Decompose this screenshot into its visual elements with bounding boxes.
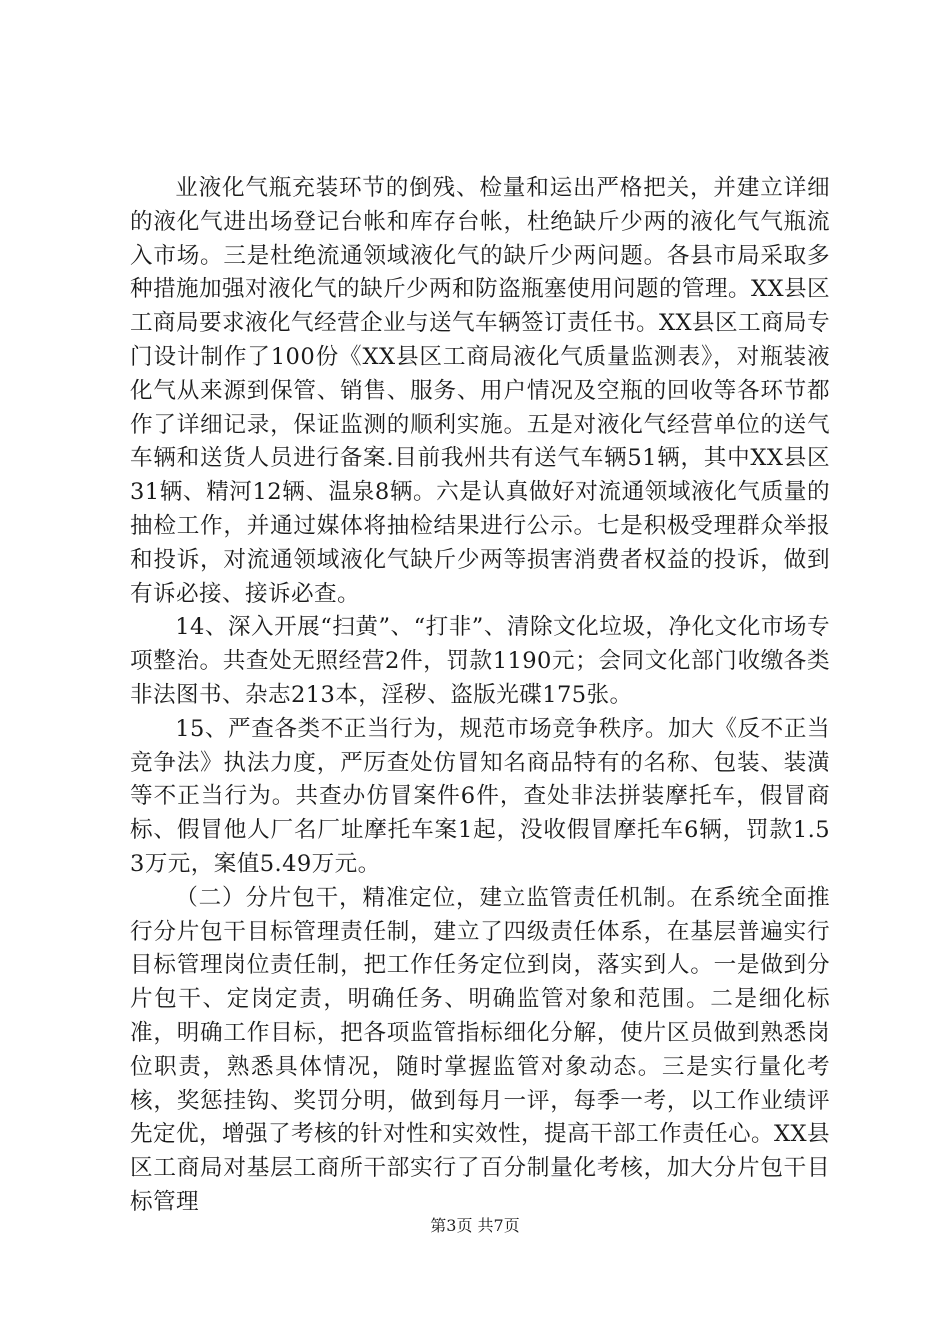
paragraph-item-14: 14、深入开展“扫黄”、“打非”、清除文化垃圾，净化文化市场专项整治。共查处无照经营2件，罚款1190元；会同文化部门收缴各类非法图书、杂志213本，淫秽、盗版光碟175张。	[130, 614, 830, 708]
paragraph-lpg-management: 业液化气瓶充装环节的倒残、检量和运出严格把关，并建立详细的液化气进出场登记台帐和库存台帐，杜绝缺斤少两的液化气气瓶流入市场。三是杜绝流通领域液化气的缺斤少两问题。各县市局采取多种措施加强对液化气的缺斤少两和防盗瓶塞使用问题的管理。XX县区工商局要求液化气经营企业与送气车辆签订责任书。XX县区工商局专门设计制作了100份《XX县区工商局液化气质量监测表》，对瓶装液化气从来源到保管、销售、服务、用户情况及空瓶的回收等各环节都作了详细记录，保证监测的顺利实施。五是对液化气经营单位的送气车辆和送货人员进行备案.目前我州共有送气车辆51辆，其中XX县区31辆、精河12辆、温泉8辆。六是认真做好对流通领域液化气质量的抽检工作，并通过媒体将抽检结果进行公示。七是积极受理群众举报和投诉，对流通领域液化气缺斤少两等损害消费者权益的投诉，做到有诉必接、接诉必查。	[130, 175, 830, 607]
document-body	[130, 172, 830, 1220]
paragraph-section-2: （二）分片包干，精准定位，建立监管责任机制。在系统全面推行分片包干目标管理责任制，建立了四级责任体系，在基层普遍实行目标管理岗位责任制，把工作任务定位到岗，落实到人。一是做到分片包干、定岗定责，明确任务、明确监管对象和范围。二是细化标准，明确工作目标，把各项监管指标细化分解，使片区员做到熟悉岗位职责，熟悉具体情况，随时掌握监管对象动态。三是实行量化考核，奖惩挂钩、奖罚分明，做到每月一评，每季一考，以工作业绩评先定优，增强了考核的针对性和实效性，提高干部工作责任心。XX县区工商局对基层工商所干部实行了百分制量化考核，加大分片包干目标管理	[130, 884, 830, 1215]
paragraph-item-15: 15、严查各类不正当行为，规范市场竞争秩序。加大《反不正当竞争法》执法力度，严厉查处仿冒知名商品特有的名称、包装、装潢等不正当行为。共查办仿冒案件6件，查处非法拼装摩托车，假冒商标、假冒他人厂名厂址摩托车案1起，没收假冒摩托车6辆，罚款1.53万元，案值5.49万元。	[130, 715, 830, 877]
page-number-footer: 第3页 共7页	[430, 1216, 520, 1235]
